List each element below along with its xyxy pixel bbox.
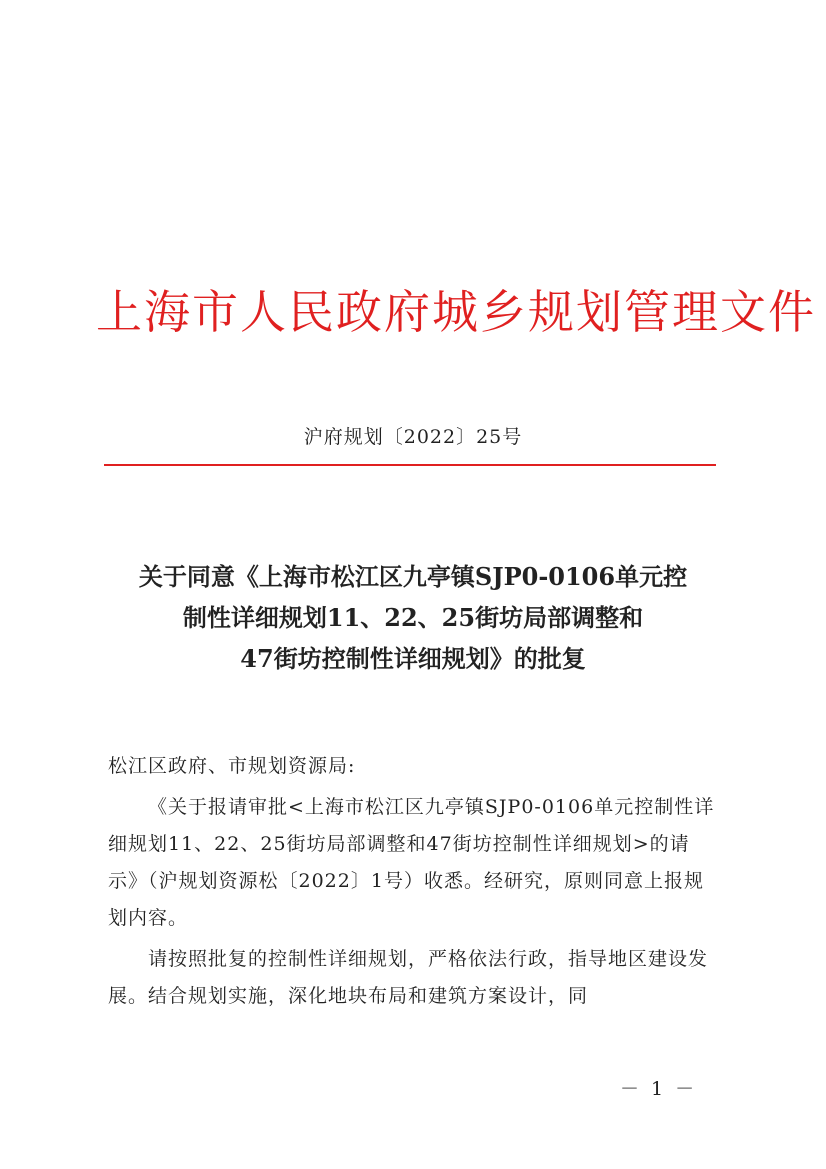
title-line-3: 47街坊控制性详细规划》的批复 [240, 644, 586, 673]
document-number: 沪府规划〔2022〕25号 [303, 426, 523, 448]
page-number: － 1 － [620, 1078, 698, 1100]
masthead-title: 上海市人民政府城乡规划管理文件 [96, 285, 816, 339]
body-paragraph: 《关于报请审批<上海市松江区九亭镇SJP0-0106单元控制性详细规划11、22、25街坊局部调整和47街坊控制性详细规划>的请示》（沪规划资源松〔2022〕1号）收悉。经研究，原则同意上报规划内容。 [108, 796, 715, 929]
document-title [90, 556, 736, 679]
salutation: 松江区政府、市规划资源局: [108, 755, 356, 777]
document-body [108, 748, 718, 1015]
red-divider [104, 464, 716, 466]
title-line-1: 关于同意《上海市松江区九亭镇SJP0-0106单元控 [138, 562, 688, 591]
title-line-2: 制性详细规划11、22、25街坊局部调整和 [182, 603, 644, 632]
body-paragraph: 请按照批复的控制性详细规划，严格依法行政，指导地区建设发展。结合规划实施，深化地块布局和建筑方案设计，同 [108, 948, 709, 1007]
